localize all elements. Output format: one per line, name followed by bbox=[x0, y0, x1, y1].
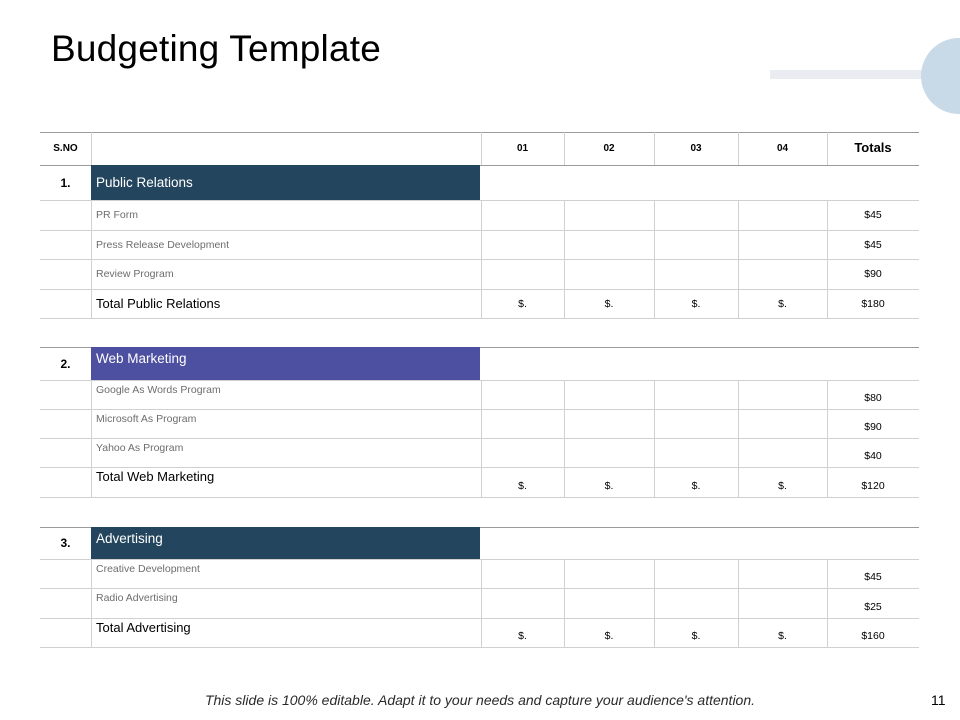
period-cell[interactable] bbox=[481, 200, 564, 230]
period-cell[interactable] bbox=[481, 380, 564, 409]
period-cell[interactable] bbox=[654, 259, 738, 289]
period-cell[interactable] bbox=[654, 588, 738, 618]
slide-title: Budgeting Template bbox=[51, 28, 381, 69]
section-number: 3. bbox=[60, 536, 71, 550]
section-grand-total: $160 bbox=[861, 630, 885, 642]
period-cell[interactable] bbox=[738, 259, 827, 289]
period-cell[interactable] bbox=[481, 259, 564, 289]
section-period-total: $. bbox=[604, 297, 614, 310]
period-cell[interactable] bbox=[564, 200, 654, 230]
period-cell[interactable] bbox=[481, 438, 564, 467]
period-cell[interactable] bbox=[564, 380, 654, 409]
page-number: 11 bbox=[931, 692, 946, 708]
period-cell[interactable] bbox=[738, 588, 827, 618]
period-cell[interactable] bbox=[654, 380, 738, 409]
header-period-02: 02 bbox=[603, 143, 615, 154]
period-cell[interactable] bbox=[481, 588, 564, 618]
period-cell[interactable] bbox=[738, 230, 827, 259]
header-totals: Totals bbox=[854, 140, 892, 155]
item-total: $45 bbox=[864, 571, 882, 583]
section-total-label: Total Web Marketing bbox=[96, 469, 215, 484]
row-divider bbox=[40, 200, 91, 201]
period-cell[interactable] bbox=[564, 588, 654, 618]
period-cell[interactable] bbox=[481, 230, 564, 259]
column-divider bbox=[91, 132, 92, 165]
period-cell[interactable] bbox=[564, 559, 654, 588]
section-number: 2. bbox=[60, 356, 71, 371]
section-period-total: $. bbox=[604, 480, 614, 492]
section-period-total: $. bbox=[691, 630, 701, 642]
section-header-web-marketing: Web Marketing bbox=[91, 347, 480, 380]
section-period-total: $. bbox=[604, 630, 614, 642]
period-cell[interactable] bbox=[738, 559, 827, 588]
period-cell[interactable] bbox=[564, 438, 654, 467]
row-divider bbox=[40, 380, 91, 381]
section-period-total: $. bbox=[778, 297, 787, 310]
period-cell[interactable] bbox=[481, 409, 564, 438]
item-total: $40 bbox=[864, 450, 882, 462]
section-period-total: $. bbox=[518, 630, 527, 642]
header-period-01: 01 bbox=[516, 143, 529, 154]
item-label: Radio Advertising bbox=[96, 592, 178, 604]
period-cell[interactable] bbox=[654, 559, 738, 588]
row-divider bbox=[40, 647, 919, 648]
period-cell[interactable] bbox=[564, 230, 654, 259]
period-cell[interactable] bbox=[481, 559, 564, 588]
period-cell[interactable] bbox=[738, 380, 827, 409]
header-sno: S.NO bbox=[53, 143, 78, 154]
period-cell[interactable] bbox=[738, 409, 827, 438]
section-grand-total: $180 bbox=[861, 297, 885, 310]
period-cell[interactable] bbox=[564, 259, 654, 289]
section-header-advertising: Advertising bbox=[91, 527, 480, 559]
item-label: Creative Development bbox=[96, 563, 200, 575]
item-total: $90 bbox=[864, 421, 882, 433]
item-label: Yahoo As Program bbox=[96, 442, 184, 454]
item-label: Google As Words Program bbox=[96, 384, 221, 396]
section-period-total: $. bbox=[778, 630, 787, 642]
item-total: $80 bbox=[864, 392, 882, 404]
item-label: Review Program bbox=[96, 268, 174, 280]
header-period-03: 03 bbox=[690, 143, 702, 154]
section-number: 1. bbox=[60, 175, 71, 190]
header-period-04: 04 bbox=[776, 143, 789, 154]
period-cell[interactable] bbox=[654, 409, 738, 438]
section-period-total: $. bbox=[691, 297, 701, 310]
section-total-label: Total Advertising bbox=[96, 620, 191, 635]
period-cell[interactable] bbox=[654, 230, 738, 259]
period-cell[interactable] bbox=[654, 438, 738, 467]
period-cell[interactable] bbox=[738, 438, 827, 467]
item-label: Microsoft As Program bbox=[96, 413, 197, 425]
row-divider bbox=[40, 559, 91, 560]
period-cell[interactable] bbox=[654, 200, 738, 230]
row-divider bbox=[40, 497, 919, 498]
section-grand-total: $120 bbox=[861, 480, 885, 492]
period-cell[interactable] bbox=[738, 200, 827, 230]
section-period-total: $. bbox=[778, 480, 787, 492]
item-total: $90 bbox=[864, 268, 882, 280]
section-period-total: $. bbox=[518, 480, 527, 492]
item-label: Press Release Development bbox=[96, 238, 230, 251]
section-total-label: Total Public Relations bbox=[96, 296, 221, 311]
footer-note: This slide is 100% editable. Adapt it to your needs and capture your audience's attention. bbox=[204, 692, 756, 708]
section-period-total: $. bbox=[691, 480, 701, 492]
item-label: PR Form bbox=[96, 209, 138, 221]
section-header-public-relations: Public Relations bbox=[91, 165, 480, 200]
row-divider bbox=[40, 318, 919, 319]
section-period-total: $. bbox=[518, 297, 527, 310]
item-total: $25 bbox=[864, 601, 882, 613]
item-total: $45 bbox=[864, 209, 882, 221]
period-cell[interactable] bbox=[564, 409, 654, 438]
item-total: $45 bbox=[864, 238, 882, 251]
